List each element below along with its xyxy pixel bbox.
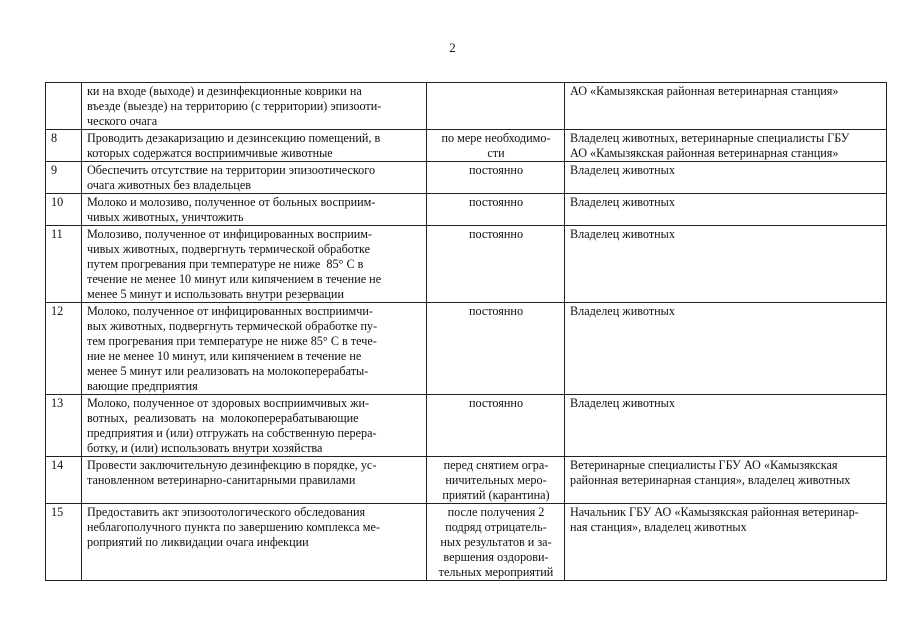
- row-number: 8: [51, 131, 58, 145]
- measure-text-line: Молозиво, полученное от инфицированных восприим-: [87, 227, 373, 241]
- measure-text-line: вотных, реализовать на молокоперерабатывающие: [87, 411, 359, 425]
- measure-cell: [82, 303, 427, 395]
- row-number-cell: [46, 303, 82, 395]
- responsible-text-line: ная станция», владелец животных: [570, 520, 747, 534]
- measure-cell: [82, 83, 427, 130]
- term-cell: [427, 194, 565, 226]
- measure-text-line: чивых животных, подвергнуть термической обработке: [87, 242, 371, 256]
- row-number: 11: [51, 227, 63, 241]
- responsible-text-line: Владелец животных: [570, 163, 675, 177]
- measure-text-line: менее 5 минут или реализовать на молокоперерабаты-: [87, 364, 369, 378]
- responsible-cell: [565, 194, 887, 226]
- term-text-line: приятий (карантина): [442, 488, 550, 502]
- responsible-cell: [565, 504, 887, 581]
- row-number-cell: [46, 504, 82, 581]
- responsible-text-line: АО «Камызякская районная ветеринарная станция»: [570, 84, 839, 98]
- responsible-cell: [565, 226, 887, 303]
- term-text-line: постоянно: [468, 163, 524, 177]
- responsible-text-line: Ветеринарные специалисты ГБУ АО «Камызякская: [570, 458, 838, 472]
- term-cell: [427, 130, 565, 162]
- responsible-text-line: районная ветеринарная станция», владелец животных: [570, 473, 851, 487]
- row-number-cell: [46, 162, 82, 194]
- row-number: 13: [51, 396, 64, 410]
- table-row: [46, 457, 887, 504]
- measure-text-line: менее 5 минут и использовать внутри резервации: [87, 287, 344, 301]
- responsible-text-line: Начальник ГБУ АО «Камызякская районная ветеринар-: [570, 505, 859, 519]
- term-text-line: тельных мероприятий: [438, 565, 554, 579]
- term-cell: [427, 303, 565, 395]
- measure-text-line: ческого очага: [87, 114, 158, 128]
- measure-text-line: тем прогревания при температуре не ниже 85° С в тече-: [87, 334, 377, 348]
- table-row: [46, 226, 887, 303]
- measure-cell: [82, 226, 427, 303]
- table-row: [46, 395, 887, 457]
- table-row: [46, 194, 887, 226]
- term-text-line: ничительных меро-: [445, 473, 547, 487]
- responsible-cell: [565, 162, 887, 194]
- measure-text-line: предприятия и (или) отгружать на собственную перера-: [87, 426, 377, 440]
- table-body: [46, 83, 887, 581]
- term-cell: [427, 504, 565, 581]
- row-number: 9: [51, 163, 58, 177]
- measure-text-line: ботку, и (или) использовать внутри хозяйства: [87, 441, 323, 455]
- term-text-line: по мере необходимо-: [441, 131, 551, 145]
- measure-text-line: течение не менее 10 минут или кипячением в течение не: [87, 272, 382, 286]
- term-text-line: постоянно: [468, 304, 524, 318]
- measure-text-line: Предоставить акт эпизоотологического обследования: [87, 505, 366, 519]
- term-text-line: ных результатов и за-: [440, 535, 552, 549]
- term-cell: [427, 83, 565, 130]
- table-row: [46, 162, 887, 194]
- measure-text-line: роприятий по ликвидации очага инфекции: [87, 535, 309, 549]
- measure-text-line: чивых животных, уничтожить: [87, 210, 244, 224]
- term-text-line: вершения оздорови-: [443, 550, 549, 564]
- term-cell: [427, 395, 565, 457]
- measure-cell: [82, 457, 427, 504]
- responsible-cell: [565, 83, 887, 130]
- responsible-text-line: АО «Камызякская районная ветеринарная станция»: [570, 146, 839, 160]
- row-number-cell: [46, 457, 82, 504]
- term-text-line: после получения 2: [447, 505, 545, 519]
- responsible-text-line: Владелец животных, ветеринарные специалисты ГБУ: [570, 131, 850, 145]
- term-cell: [427, 226, 565, 303]
- row-number: 12: [51, 304, 64, 318]
- responsible-text-line: Владелец животных: [570, 304, 675, 318]
- row-number-cell: [46, 226, 82, 303]
- responsible-text-line: Владелец животных: [570, 195, 675, 209]
- measure-text-line: путем прогревания при температуре не ниже 85° С в: [87, 257, 364, 271]
- responsible-cell: [565, 303, 887, 395]
- measure-text-line: Молоко, полученное от инфицированных восприимчи-: [87, 304, 373, 318]
- table-row: [46, 130, 887, 162]
- table-row: [46, 83, 887, 130]
- responsible-cell: [565, 457, 887, 504]
- measure-text-line: въезде (выезде) на территорию (с территории) эпизооти-: [87, 99, 382, 113]
- measure-text-line: ки на входе (выходе) и дезинфекционные коврики на: [87, 84, 362, 98]
- measure-cell: [82, 504, 427, 581]
- row-number-cell: [46, 395, 82, 457]
- measure-cell: [82, 162, 427, 194]
- measure-text-line: тановленном ветеринарно-санитарными правилами: [87, 473, 356, 487]
- measures-table: [45, 82, 887, 581]
- measure-text-line: Обеспечить отсутствие на территории эпизоотического: [87, 163, 376, 177]
- measure-text-line: очага животных без владельцев: [87, 178, 251, 192]
- term-text-line: сти: [487, 146, 505, 160]
- term-cell: [427, 457, 565, 504]
- term-text-line: перед снятием огра-: [443, 458, 549, 472]
- table-row: [46, 504, 887, 581]
- measure-text-line: вых животных, подвергнуть термической обработке пу-: [87, 319, 378, 333]
- measure-text-line: вающие предприятия: [87, 379, 198, 393]
- term-text-line: постоянно: [468, 227, 524, 241]
- responsible-text-line: Владелец животных: [570, 396, 675, 410]
- measure-text-line: ние не менее 10 минут, или кипячением в течение не: [87, 349, 362, 363]
- measure-text-line: Провести заключительную дезинфекцию в порядке, ус-: [87, 458, 377, 472]
- row-number: 14: [51, 458, 64, 472]
- measure-text-line: неблагополучного пункта по завершению комплекса ме-: [87, 520, 380, 534]
- term-text-line: подряд отрицатель-: [445, 520, 547, 534]
- measure-text-line: Молоко, полученное от здоровых восприимчивых жи-: [87, 396, 370, 410]
- measure-text-line: Молоко и молозиво, полученное от больных восприим-: [87, 195, 376, 209]
- measure-text-line: Проводить дезакаризацию и дезинсекцию помещений, в: [87, 131, 381, 145]
- row-number: 10: [51, 195, 64, 209]
- row-number-cell: [46, 130, 82, 162]
- measure-cell: [82, 130, 427, 162]
- term-text-line: постоянно: [468, 396, 524, 410]
- measure-cell: [82, 194, 427, 226]
- table-row: [46, 303, 887, 395]
- term-cell: [427, 162, 565, 194]
- responsible-text-line: Владелец животных: [570, 227, 675, 241]
- responsible-cell: [565, 395, 887, 457]
- page-number: 2: [449, 40, 456, 55]
- row-number: 15: [51, 505, 64, 519]
- row-number-cell: [46, 194, 82, 226]
- measure-cell: [82, 395, 427, 457]
- measure-text-line: которых содержатся восприимчивые животные: [87, 146, 333, 160]
- row-number-cell: [46, 83, 82, 130]
- term-text-line: постоянно: [468, 195, 524, 209]
- responsible-cell: [565, 130, 887, 162]
